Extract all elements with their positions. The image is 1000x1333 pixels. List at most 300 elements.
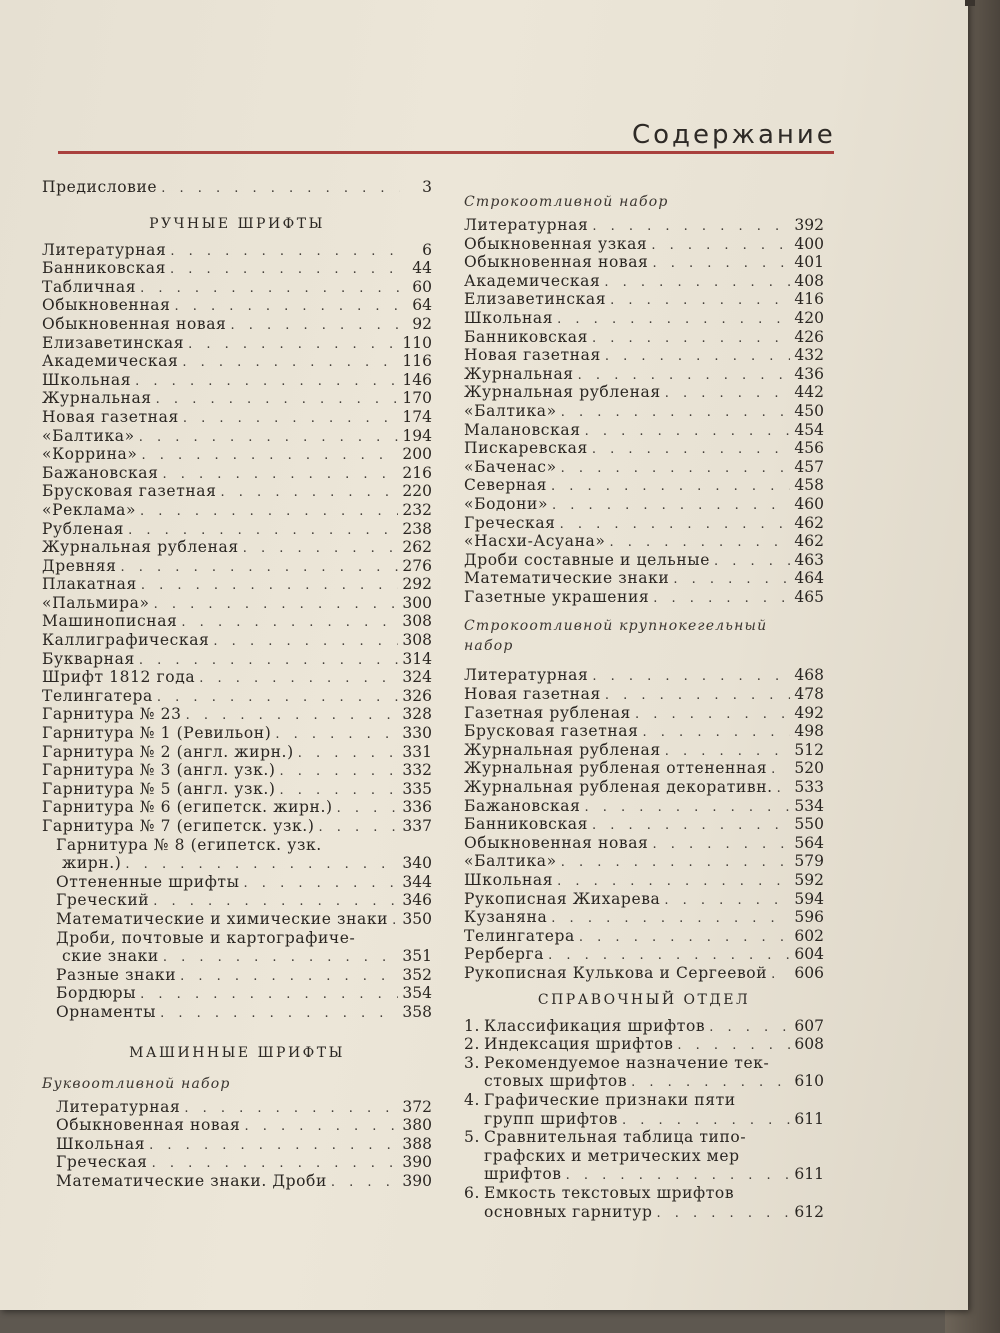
leader-dots [318,819,398,838]
entry-page: 408 [794,271,824,290]
toc-entry-ref-5: 5. Сравнительная таблица типо- [464,1128,747,1147]
entry-page: 390 [402,1171,432,1190]
toc-entry [42,501,432,520]
leader-dots [652,836,790,855]
entry-page: 602 [794,926,824,945]
entry-page: 346 [402,891,432,910]
entry-page: 454 [794,420,824,439]
entry-page: 332 [402,761,432,780]
entry-page: 314 [402,649,432,668]
leader-dots [140,280,400,299]
entry-title: Греческая [464,513,556,532]
entry-page: 300 [402,593,432,612]
toc-entry [42,668,432,687]
entry-title: Телингатера [42,686,153,705]
toc-entry [42,464,432,483]
toc-entry [56,966,432,985]
leader-dots [592,441,791,460]
entry-title: «Бодони» [464,494,549,513]
page-title: Содержание [632,120,836,150]
entry-title: Математические знаки. Дроби [56,1171,327,1190]
leader-dots [557,311,790,330]
toc-entry [56,1003,432,1022]
toc-entry [464,216,824,235]
entry-page: 60 [412,277,432,296]
entry-title: Гарнитура № 3 (англ. узк.) [42,761,276,780]
entry-title: Гарнитура № 1 (Ревильон) [42,724,272,743]
toc-entry [42,520,432,539]
entry-title: Телингатера [464,926,575,945]
entry-title: Дроби составные и цельные [464,550,710,569]
entry-page: 465 [794,587,824,606]
entry-title: Пискаревская [464,439,588,458]
entry-title: Брусковая газетная [42,482,217,501]
entry-page: 426 [794,327,824,346]
leader-dots [585,799,791,818]
leader-dots [199,670,398,689]
leader-dots [141,577,399,596]
toc-entry [56,1153,432,1172]
entry-page: 335 [402,779,432,798]
section-heading-reference: СПРАВОЧНЫЙ ОТДЕЛ [537,991,751,1008]
entry-page: 533 [794,778,824,797]
entry-title: Школьная [56,1134,146,1153]
entry-page: 146 [402,370,432,389]
entry-page: 262 [402,538,432,557]
entry-page: 463 [794,550,824,569]
entry-title: Банниковская [42,259,166,278]
entry-page: 200 [402,445,432,464]
entry-page: 92 [412,314,432,333]
toc-entry [464,778,824,797]
entry-page: 324 [402,668,432,687]
entry-page: 458 [794,476,824,495]
hand-fonts-list [42,241,432,836]
leader-dots [188,336,398,355]
leader-dots [605,348,791,367]
entry-page: 238 [402,519,432,538]
entry-page: 564 [794,833,824,852]
entry-title: Рукописная Жихарева [464,889,661,908]
leader-dots [552,497,790,516]
toc-entry [56,1172,432,1191]
entry-page: 596 [794,908,824,927]
leader-dots [139,429,399,448]
toc-entry [56,1116,432,1135]
toc-entry [464,346,824,365]
entry-title: «Балтика» [464,401,557,420]
toc-entry [464,551,824,570]
toc-entry [42,371,432,390]
entry-page: 337 [402,817,432,835]
leader-dots [551,910,790,929]
entry-title: Новая газетная [464,346,601,365]
entry-title: «Насхи-Асуана» [464,532,606,551]
toc-entry [464,871,824,890]
entry-title: Гарнитура № 6 (египетск. жирн.) [42,798,333,817]
toc-entry [42,761,432,780]
entry-title: Газетные украшения [464,587,650,606]
entry-page: 604 [794,945,824,964]
entry-title: Школьная [464,871,554,889]
leader-dots [230,317,400,336]
leader-dots [592,330,790,349]
entry-title: Обыкновенная [42,296,171,315]
entry-title: Брусковая газетная [464,722,639,741]
entry-title: Обыкновенная новая [464,253,649,272]
entry-page: 216 [402,463,432,482]
entry-page: 292 [402,575,432,594]
leader-dots [392,912,398,931]
entry-title: Журнальная рубленая [464,383,661,402]
toc-entry [464,666,824,685]
entry-page: 579 [794,852,824,871]
entry-page: 464 [794,569,824,588]
toc-entry [56,984,432,1003]
leader-dots [141,447,398,466]
toc-entry [42,259,432,278]
entry-title: Табличная [42,277,137,296]
leader-dots [183,410,399,429]
leader-dots [605,687,791,706]
leader-dots [551,478,790,497]
toc-entry [464,383,824,402]
entry-page: 110 [402,333,432,352]
toc-entry-ref-2: 2. Индексация шрифтов . . . 608 [464,1035,824,1054]
entry-title: Журнальная [464,364,574,383]
toc-entry: жирн.) . . . 340 [62,854,432,873]
section-heading-hand: РУЧНЫЕ ШРИФТЫ [149,215,325,232]
entry-page: 468 [794,666,824,685]
toc-entry [464,927,824,946]
entry-title: «Баченас» [464,457,557,476]
toc-entry [42,575,432,594]
toc-entry [464,964,824,983]
entry-page: 6 [422,240,432,259]
toc-entry [464,309,824,328]
toc-entry-ref-6-cont: основных гарнитур . . . 612 [464,1203,824,1222]
toc-entry [42,352,432,371]
entry-title: Журнальная рубленая декоративн. [464,778,773,797]
leader-dots [244,1118,398,1137]
entry-title: Академическая [42,352,179,371]
leader-dots [180,968,398,987]
entry-page: 336 [402,798,432,817]
entry-title: Разные знаки [56,965,177,984]
entry-title: Обыкновенная узкая [464,234,648,253]
entry-title: Бажановская [42,463,159,482]
entry-page: 194 [402,426,432,445]
entry-title: Новая газетная [42,407,179,426]
entry-title: Журнальная рубленая оттененная [464,759,768,778]
leader-dots [337,800,399,819]
toc-entry [42,241,432,260]
entry-title: Литературная [42,240,167,259]
toc-entry: Дроби, почтовые и картографиче- [56,928,356,947]
toc-entry [464,253,824,272]
leader-dots [170,261,400,280]
leader-dots [771,761,790,780]
leader-dots [243,540,399,559]
entry-title: Елизаветинская [464,290,607,309]
entry-title: Букварная [42,649,135,668]
entry-title: Гарнитура № 23 [42,705,182,724]
entry-title: Бажановская [464,796,581,815]
leader-dots [140,503,398,522]
entry-page: 520 [794,759,824,778]
entry-page: 330 [402,724,432,743]
entry-page: 460 [794,494,824,513]
toc-entry [464,495,824,514]
entry-page: 116 [402,352,432,371]
toc-entry [42,687,432,706]
entry-page: 462 [794,513,824,532]
toc-entry-ref-5-cont2: шрифтов . . . 611 [464,1165,824,1184]
leader-dots [156,391,399,410]
entry-page: 344 [402,872,432,891]
entry-page: 232 [402,500,432,519]
entry-title: Литературная [56,1097,181,1116]
leader-dots [157,689,399,708]
bukvo-fonts-list [42,1098,432,1191]
entry-title: Обыкновенная новая [56,1116,241,1135]
entry-page: 401 [794,253,824,272]
entry-page: 380 [402,1116,432,1135]
entry-page: 350 [402,909,432,928]
toc-entry [464,328,824,347]
leader-dots [140,986,398,1005]
entry-page: 498 [794,722,824,741]
entry-title: Гарнитура № 2 (англ. жирн.) [42,742,294,761]
toc-entry [56,1098,432,1117]
entry-title: «Коррина» [42,445,138,464]
leader-dots [160,1005,398,1024]
toc-entry [42,817,432,836]
entry-page: 478 [794,685,824,704]
toc-entry [56,873,432,892]
title-rule [58,151,834,154]
entry-title: Литературная [464,216,589,234]
entry-page: 354 [402,984,432,1003]
toc-entry [42,798,432,817]
leader-dots [298,745,399,764]
entry-title: Рукописная Кулькова и Сергеевой [464,963,768,982]
toc-entry [42,557,432,576]
leader-dots [149,1137,398,1156]
entry-page: 606 [794,963,824,982]
entry-title: Каллиграфическая [42,631,210,650]
entry-title: Школьная [42,370,132,389]
leader-dots [664,892,790,911]
entry-page: 450 [794,401,824,420]
leader-dots [213,633,398,652]
entry-title: Обыкновенная новая [42,314,227,333]
toc-entry [42,612,432,631]
entry-title: Рерберга [464,945,545,964]
entry-title: Школьная [464,308,554,327]
toc-entry [464,290,824,309]
entry-title: Малановская [464,420,581,439]
entry-page: 308 [402,612,432,631]
toc-entry [42,482,432,501]
leader-dots [579,929,791,948]
toc-entry [464,722,824,741]
leader-dots [154,596,399,615]
entry-title: Журнальная [42,389,152,408]
page-corner [965,0,975,6]
entry-page: 400 [794,234,824,253]
entry-page: 64 [412,296,432,315]
toc-entry [464,421,824,440]
leader-dots [665,385,791,404]
entry-page: 220 [402,482,432,501]
toc-entry [464,945,824,964]
toc-entry [464,588,824,607]
entry-title: Журнальная рубленая [464,740,661,759]
leader-dots [181,614,398,633]
entry-page: 174 [402,407,432,426]
entry-page: 390 [402,1153,432,1172]
toc-entry [42,278,432,297]
entry-title: Рубленая [42,519,125,538]
entry-title: Орнаменты [56,1002,157,1021]
toc-entry [464,272,824,291]
subsection-heading-stroko: Строкоотливной набор [464,194,669,210]
toc-left-column [42,178,432,1191]
toc-entry [42,705,432,724]
entry-title: «Балтика» [464,852,557,871]
entry-title: «Реклама» [42,500,137,519]
entry-page: 492 [794,703,824,722]
toc-entry-ref-5-cont: графских и метрических мер [484,1146,740,1165]
toc-entry-ref-1: 1. Классификация шрифтов . . . 607 [464,1017,824,1036]
entry-page: 358 [402,1002,432,1021]
toc-entry-preface: Предисловие . . . 3 [42,178,432,197]
toc-entry [464,458,824,477]
entry-title: Елизаветинская [42,333,185,352]
toc-entry [464,759,824,778]
toc-entry [42,389,432,408]
leader-dots [673,571,790,590]
leader-dots [610,292,790,311]
toc-entry [464,569,824,588]
leader-dots [182,354,398,373]
entry-title: Плакатная [42,575,137,594]
toc-entry [56,891,432,910]
toc-entry [42,408,432,427]
entry-title: Новая газетная [464,685,601,704]
leader-dots [170,243,400,262]
leader-dots [561,460,791,479]
large-fonts-list [464,666,824,982]
entry-title: Банниковская [464,815,588,834]
entry-title: Гарнитура № 5 (англ. узк.) [42,779,276,798]
entry-page: 326 [402,686,432,705]
toc-entry [464,235,824,254]
toc-entry-ref-3: 3. Рекомендуемое назначение тек- [464,1053,770,1072]
entry-title: «Балтика» [42,426,135,445]
leader-dots [331,1174,399,1193]
entry-title: Математические и химические знаки [56,909,389,928]
toc-entry [42,538,432,557]
leader-dots [653,590,790,609]
entry-page: 550 [794,815,824,834]
subsection-heading-large: Строкоотливной крупнокегельный набор [464,618,768,655]
entry-page: 442 [794,383,824,402]
toc-entry [464,439,824,458]
toc-entry [42,743,432,762]
leader-dots [592,668,790,687]
toc-entry [42,427,432,446]
entry-page: 432 [794,346,824,365]
leader-dots [643,724,791,743]
entry-page: 420 [794,308,824,327]
entry-page: 594 [794,889,824,908]
toc-entry [464,365,824,384]
entry-page: 308 [402,631,432,650]
toc-entry [42,594,432,613]
hand-fonts-list [42,966,432,1022]
entry-title: Математические знаки [464,569,670,588]
toc-entry [56,1135,432,1154]
entry-page: 372 [402,1097,432,1116]
entry-title: Журнальная рубленая [42,538,239,557]
toc-entry [56,910,432,929]
entry-page: 462 [794,532,824,551]
toc-entry-ref-6: 6. Емкость текстовых шрифтов [464,1183,735,1202]
subsection-heading-bukvo: Буквоотливной набор [42,1075,231,1092]
entry-page: 331 [402,742,432,761]
leader-dots [121,559,399,578]
leader-dots [651,237,790,256]
toc-entry [464,890,824,909]
entry-page: 392 [794,216,824,234]
toc-entry-ref-3-cont: стовых шрифтов . . . 610 [464,1072,824,1091]
entry-page: 416 [794,290,824,309]
entry-page: 44 [412,259,432,278]
entry-title: Машинописная [42,612,178,631]
toc-entry [464,685,824,704]
stroko-fonts-list [464,216,824,606]
toc-entry [464,741,824,760]
entry-title: Кузаняна [464,908,548,927]
entry-page: 352 [402,965,432,984]
toc-entry [464,532,824,551]
entry-title: Греческая [56,1153,148,1172]
toc-entry [464,834,824,853]
toc-entry [42,631,432,650]
toc-entry [42,724,432,743]
toc-entry: ские знаки . . . 351 [62,947,432,966]
leader-dots [777,780,791,799]
toc-entry [42,334,432,353]
leader-dots [771,966,790,985]
leader-dots [280,763,399,782]
entry-title: Литературная [464,666,589,685]
entry-page: 328 [402,705,432,724]
leader-dots [561,404,791,423]
leader-dots [244,875,399,894]
leader-dots [714,553,790,572]
toc-entry [464,815,824,834]
entry-page: 276 [402,556,432,575]
toc-entry [42,315,432,334]
entry-title: Банниковская [464,327,588,346]
leader-dots [585,423,791,442]
entry-page: 436 [794,364,824,383]
toc-entry [464,908,824,927]
entry-page: 534 [794,796,824,815]
